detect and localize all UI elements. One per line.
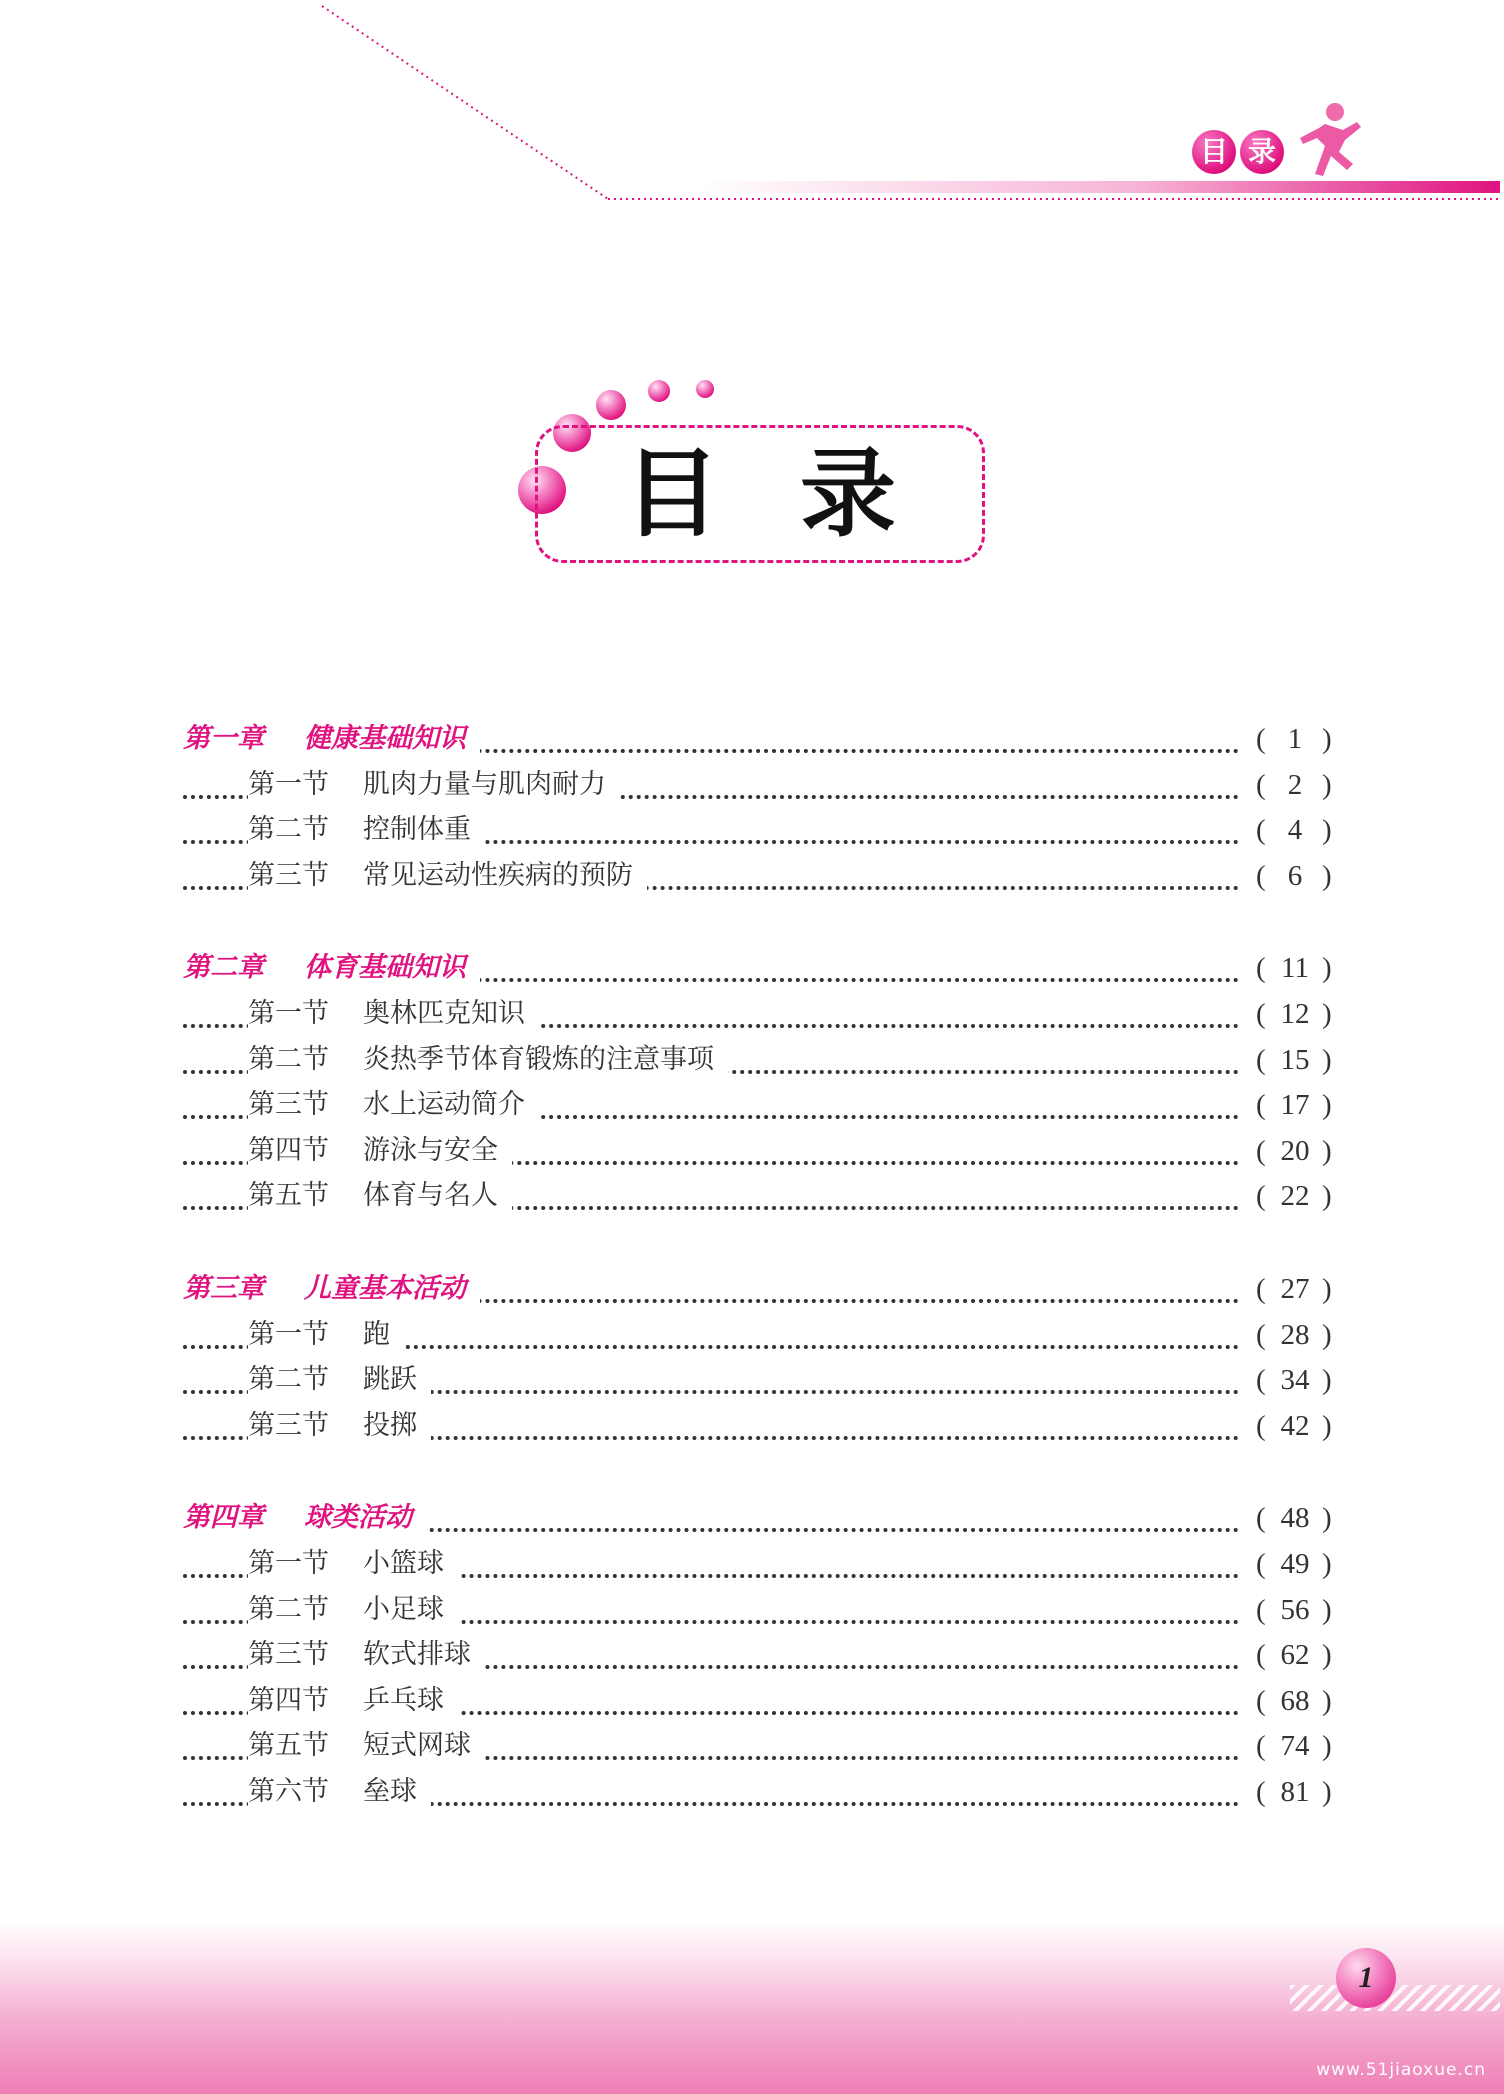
toc-page [1250, 1541, 1330, 1587]
toc-number: 第二章 [183, 952, 264, 983]
toc-page [1250, 1723, 1330, 1769]
toc-page-number: 62 [1280, 1639, 1310, 1671]
toc-number: 第五节 [248, 1730, 329, 1761]
toc-number: 第二节 [248, 1364, 329, 1395]
paren-open: ( [1256, 814, 1266, 846]
page-title: 目录 [624, 437, 976, 550]
toc-section-row [0, 762, 1504, 808]
toc-page-number: 22 [1280, 1180, 1310, 1212]
footer-hatch-decoration [1290, 1985, 1500, 2011]
toc-label [248, 1769, 431, 1815]
paren-close: ) [1322, 1319, 1332, 1351]
header-diagonal-line [322, 6, 608, 199]
toc-page-number: 27 [1280, 1273, 1310, 1305]
toc-title: 奥林匹克知识 [363, 998, 525, 1029]
toc-number: 第一节 [248, 998, 329, 1029]
toc-number: 第三章 [183, 1273, 264, 1304]
paren-open: ( [1256, 1135, 1266, 1167]
toc-label [248, 1723, 485, 1769]
toc-page [1250, 1128, 1330, 1174]
toc-page-number: 11 [1281, 952, 1309, 984]
page-number: 1 [1336, 1948, 1396, 2008]
toc-number: 第六节 [248, 1776, 329, 1807]
toc-title: 垒球 [363, 1776, 417, 1807]
footer-band [0, 1920, 1504, 2094]
toc-page-number: 81 [1280, 1776, 1310, 1808]
toc-title: 小足球 [363, 1594, 444, 1625]
toc-page [1250, 1173, 1330, 1219]
toc-label [248, 1357, 431, 1403]
paren-close: ) [1322, 1730, 1332, 1762]
toc-section-row [0, 1678, 1504, 1724]
paren-open: ( [1256, 769, 1266, 801]
toc-label [248, 1082, 539, 1128]
toc-number: 第一章 [183, 723, 264, 754]
toc-title: 软式排球 [363, 1639, 471, 1670]
toc-number: 第四节 [248, 1135, 329, 1166]
toc-section-row [0, 1632, 1504, 1678]
paren-close: ) [1322, 1639, 1332, 1671]
paren-close: ) [1322, 1548, 1332, 1580]
paren-open: ( [1256, 1089, 1266, 1121]
bubble-decoration [696, 380, 714, 398]
toc-page-number: 20 [1280, 1135, 1310, 1167]
toc-title: 跳跃 [363, 1364, 417, 1395]
toc-section-row [0, 1128, 1504, 1174]
paren-open: ( [1256, 1410, 1266, 1442]
toc-page-number: 17 [1280, 1089, 1310, 1121]
toc-title: 肌肉力量与肌肉耐力 [363, 769, 606, 800]
toc-page [1250, 762, 1330, 808]
toc-label [248, 1128, 512, 1174]
toc-section-row [0, 1541, 1504, 1587]
toc-section-row [0, 807, 1504, 853]
toc-label [248, 1037, 728, 1083]
toc-page [1250, 1587, 1330, 1633]
toc-page-number: 49 [1280, 1548, 1310, 1580]
paren-open: ( [1256, 1548, 1266, 1580]
toc-page [1250, 991, 1330, 1037]
toc-number: 第一节 [248, 769, 329, 800]
toc-title: 健康基础知识 [304, 723, 466, 754]
toc-label [248, 1678, 458, 1724]
paren-close: ) [1322, 814, 1332, 846]
toc-label [248, 762, 620, 808]
toc-number: 第四章 [183, 1502, 264, 1533]
toc-title: 炎热季节体育锻炼的注意事项 [363, 1044, 714, 1075]
toc-page [1250, 1678, 1330, 1724]
toc-title: 游泳与安全 [363, 1135, 498, 1166]
toc-section-row [0, 991, 1504, 1037]
paren-close: ) [1322, 1594, 1332, 1626]
toc-label [248, 807, 485, 853]
toc-page-number: 6 [1287, 860, 1303, 892]
header-badge-mu: 目 [1192, 130, 1236, 174]
paren-close: ) [1322, 1685, 1332, 1717]
paren-open: ( [1256, 1273, 1266, 1305]
paren-open: ( [1256, 952, 1266, 984]
header-badge-lu: 录 [1240, 130, 1284, 174]
watermark: www.51jiaoxue.cn [1316, 2060, 1486, 2080]
toc-number: 第一节 [248, 1548, 329, 1579]
toc-title: 小篮球 [363, 1548, 444, 1579]
toc-label [183, 945, 480, 991]
toc-number: 第二节 [248, 1594, 329, 1625]
toc-chapter-row [0, 1266, 1504, 1312]
toc-label [183, 1495, 426, 1541]
toc-page [1250, 716, 1330, 762]
toc-chapter-row [0, 1495, 1504, 1541]
toc-number: 第四节 [248, 1685, 329, 1716]
toc-page [1250, 1037, 1330, 1083]
toc-number: 第二节 [248, 814, 329, 845]
toc-page-number: 48 [1280, 1502, 1310, 1534]
paren-close: ) [1322, 1089, 1332, 1121]
toc-page [1250, 945, 1330, 991]
paren-open: ( [1256, 1685, 1266, 1717]
paren-open: ( [1256, 1639, 1266, 1671]
toc-number: 第三节 [248, 1089, 329, 1120]
toc-section-row [0, 1587, 1504, 1633]
toc-page-number: 56 [1280, 1594, 1310, 1626]
paren-close: ) [1322, 952, 1332, 984]
paren-open: ( [1256, 998, 1266, 1030]
toc-page [1250, 1266, 1330, 1312]
toc-page-number: 74 [1280, 1730, 1310, 1762]
runner-icon [1295, 100, 1370, 185]
paren-close: ) [1322, 860, 1332, 892]
toc-label [183, 1266, 480, 1312]
paren-open: ( [1256, 1319, 1266, 1351]
toc-section-row [0, 1312, 1504, 1358]
toc-label [248, 1541, 458, 1587]
toc-page [1250, 1357, 1330, 1403]
paren-close: ) [1322, 1180, 1332, 1212]
paren-close: ) [1322, 723, 1332, 755]
toc-chapter-row [0, 945, 1504, 991]
toc-section-row [0, 853, 1504, 899]
paren-close: ) [1322, 1776, 1332, 1808]
toc-label [248, 1173, 512, 1219]
toc-label [248, 991, 539, 1037]
paren-close: ) [1322, 998, 1332, 1030]
toc-title: 体育基础知识 [304, 952, 466, 983]
toc-section-row [0, 1723, 1504, 1769]
toc-number: 第三节 [248, 860, 329, 891]
toc-page-number: 34 [1280, 1364, 1310, 1396]
toc-page [1250, 1769, 1330, 1815]
toc-title: 短式网球 [363, 1730, 471, 1761]
toc-page [1250, 807, 1330, 853]
paren-close: ) [1322, 1502, 1332, 1534]
toc-number: 第一节 [248, 1319, 329, 1350]
toc-section-row [0, 1037, 1504, 1083]
toc-title: 儿童基本活动 [304, 1273, 466, 1304]
toc-title: 球类活动 [304, 1502, 412, 1533]
toc-page-number: 15 [1280, 1044, 1310, 1076]
toc-page-number: 68 [1280, 1685, 1310, 1717]
toc-page [1250, 853, 1330, 899]
toc-number: 第二节 [248, 1044, 329, 1075]
toc-number: 第三节 [248, 1639, 329, 1670]
toc-page-number: 12 [1280, 998, 1310, 1030]
toc-page-number: 1 [1287, 723, 1303, 755]
toc-page [1250, 1632, 1330, 1678]
toc-title: 控制体重 [363, 814, 471, 845]
toc-page-number: 2 [1287, 769, 1303, 801]
header-decoration [0, 0, 1504, 220]
toc-title: 跑 [363, 1319, 390, 1350]
toc-section-row [0, 1769, 1504, 1815]
paren-open: ( [1256, 1730, 1266, 1762]
header-gradient-bar [700, 181, 1500, 193]
toc-title: 常见运动性疾病的预防 [363, 860, 633, 891]
toc-page [1250, 1082, 1330, 1128]
toc-label [248, 1632, 485, 1678]
toc-section-row [0, 1357, 1504, 1403]
paren-open: ( [1256, 860, 1266, 892]
toc-chapter-row [0, 716, 1504, 762]
toc-title: 乒乓球 [363, 1685, 444, 1716]
toc-title: 体育与名人 [363, 1180, 498, 1211]
paren-open: ( [1256, 723, 1266, 755]
toc-number: 第五节 [248, 1180, 329, 1211]
paren-close: ) [1322, 1044, 1332, 1076]
toc-number: 第三节 [248, 1410, 329, 1441]
toc-section-row [0, 1173, 1504, 1219]
paren-open: ( [1256, 1180, 1266, 1212]
paren-close: ) [1322, 1135, 1332, 1167]
paren-open: ( [1256, 1594, 1266, 1626]
toc-page-number: 42 [1280, 1410, 1310, 1442]
paren-close: ) [1322, 1410, 1332, 1442]
toc-page-number: 4 [1287, 814, 1303, 846]
paren-close: ) [1322, 1273, 1332, 1305]
toc-label [248, 1403, 431, 1449]
toc-label [183, 716, 480, 762]
toc-section-row [0, 1403, 1504, 1449]
toc-page [1250, 1495, 1330, 1541]
paren-close: ) [1322, 769, 1332, 801]
toc-title: 投掷 [363, 1410, 417, 1441]
paren-open: ( [1256, 1364, 1266, 1396]
bubble-decoration [648, 380, 670, 402]
toc-page [1250, 1312, 1330, 1358]
bubble-decoration [596, 390, 626, 420]
paren-open: ( [1256, 1502, 1266, 1534]
toc-page [1250, 1403, 1330, 1449]
toc-page-number: 28 [1280, 1319, 1310, 1351]
paren-open: ( [1256, 1776, 1266, 1808]
paren-close: ) [1322, 1364, 1332, 1396]
toc-title: 水上运动简介 [363, 1089, 525, 1120]
toc-section-row [0, 1082, 1504, 1128]
toc-label [248, 1312, 404, 1358]
paren-open: ( [1256, 1044, 1266, 1076]
toc-label [248, 1587, 458, 1633]
toc-label [248, 853, 647, 899]
